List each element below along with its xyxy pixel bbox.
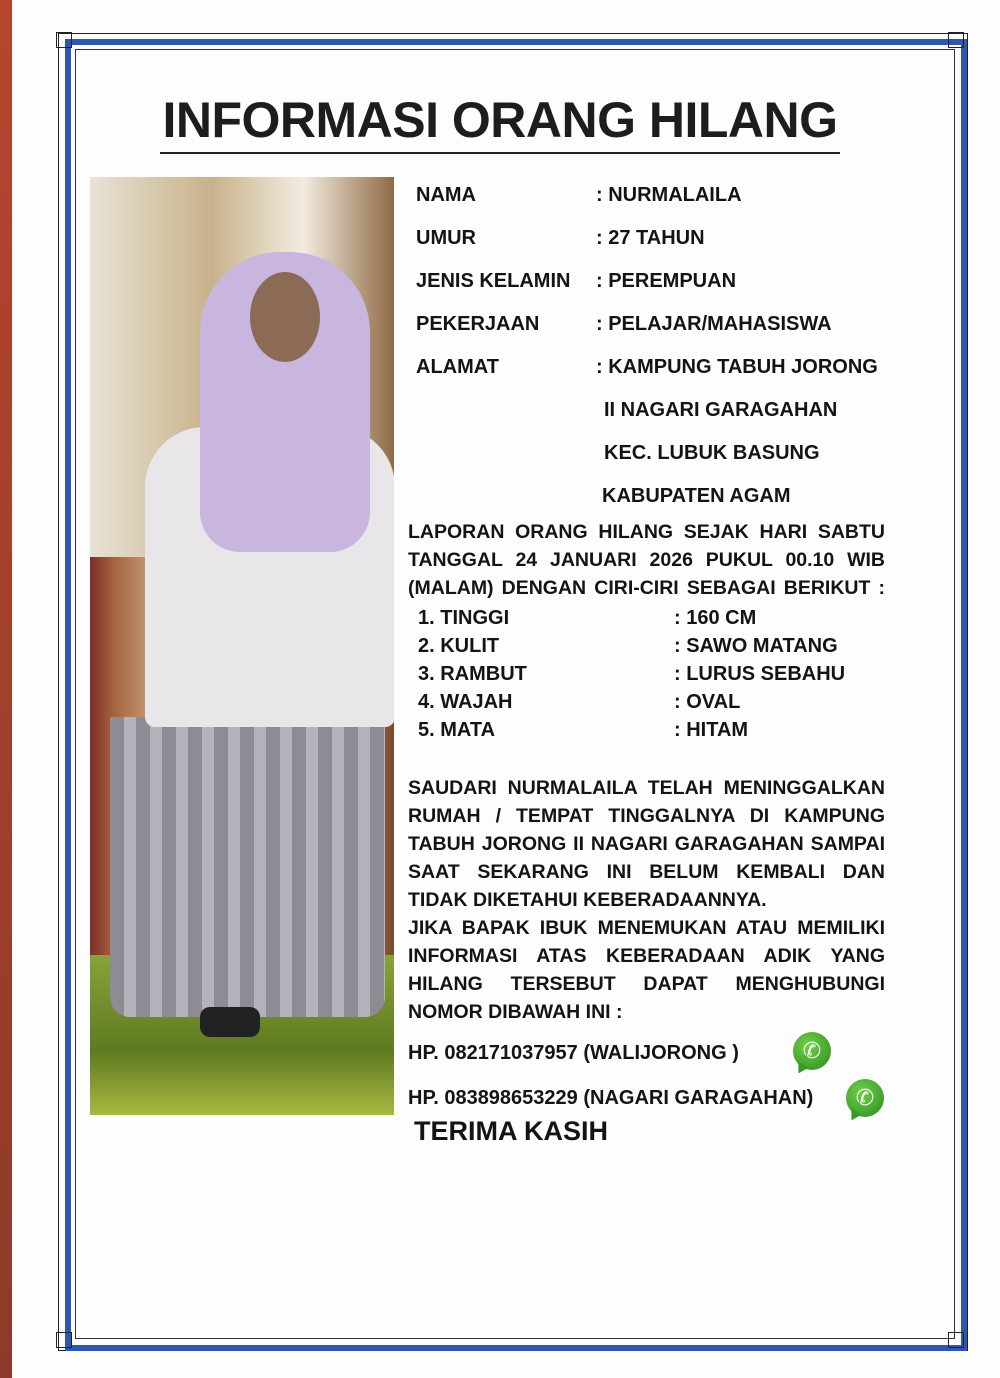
- report-paragraph: LAPORAN ORANG HILANG SEJAK HARI SABTU TANGGAL 24 JANUARI 2026 PUKUL 00.10 WIB (MALAM) DENGAN CIRI-CIRI SEBAGAI BERIKUT :: [408, 521, 885, 599]
- trait-item: 3. RAMBUT : LURUS SEBAHU: [418, 663, 846, 685]
- frame-corner: [56, 1332, 72, 1348]
- whatsapp-icon: ✆: [846, 1079, 884, 1117]
- traits-list: [418, 604, 878, 744]
- frame-corner: [948, 32, 964, 48]
- whatsapp-icon: ✆: [793, 1032, 831, 1070]
- address-line: KABUPATEN AGAM: [602, 485, 791, 507]
- trait-item: 1. TINGGI : 160 CM: [418, 607, 757, 629]
- contact-walijorong: HP. 082171037957 (WALIJORONG ): [408, 1042, 739, 1064]
- address-line: KEC. LUBUK BASUNG: [604, 442, 820, 464]
- poster-title: INFORMASI ORANG HILANG: [0, 92, 1000, 154]
- frame-corner: [948, 1332, 964, 1348]
- address-line: II NAGARI GARAGAHAN: [604, 399, 838, 421]
- frame-corner: [56, 32, 72, 48]
- page-edge: [0, 0, 12, 1378]
- trait-item: 5. MATA : HITAM: [418, 719, 749, 741]
- trait-item: 2. KULIT : SAWO MATANG: [418, 635, 838, 657]
- trait-item: 4. WAJAH : OVAL: [418, 691, 741, 713]
- story-paragraph: SAUDARI NURMALAILA TELAH MENINGGALKAN RUMAH / TEMPAT TINGGALNYA DI KAMPUNG TABUH JORONG II NAGARI GARAGAHAN SAMPAI SAAT SEKARANG INI BELUM KEMBALI DAN TIDAK DIKETAHUI KEBERADAANNYA. JIKA BAPAK IBUK MENEMUKAN ATAU MEMILIKI INFORMASI ATAS KEBERADAAN ADIK YANG HILANG TERSEBUT DAPAT MENGHUBUNGI NOMOR DIBAWAH INI :: [408, 777, 885, 1023]
- missing-person-photo: [90, 177, 394, 1115]
- contact-nagari: HP. 083898653229 (NAGARI GARAGAHAN): [408, 1087, 814, 1109]
- closing-text: TERIMA KASIH: [414, 1116, 608, 1146]
